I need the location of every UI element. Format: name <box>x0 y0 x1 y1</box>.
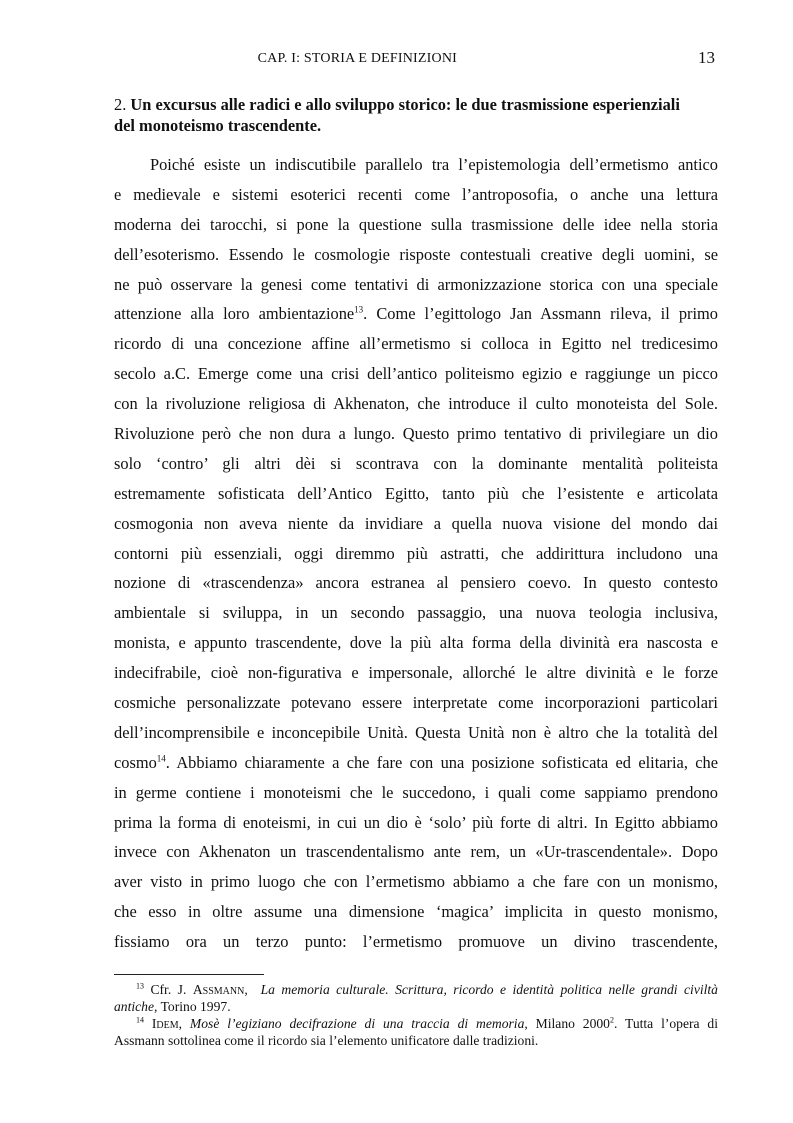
body-line: ricordo di una concezione affine all’ermetismo si colloca in Egitto nel tredicesimo <box>114 334 718 354</box>
body-line: cosmiche personalizzate potevano essere interpretate come incorporazioni particolari <box>114 693 718 713</box>
body-line: prima la forma di enoteismi, in cui un dio è ‘solo’ più forte di altri. In Egitto abbiamo <box>114 812 718 832</box>
body-line: cosmogonia non aveva niente da invidiare a quella nuova visione del mondo dai <box>114 513 718 533</box>
body-line: aver visto in primo luogo che con l’ermetismo abbiamo a che fare con un monismo, <box>114 872 718 892</box>
body-line-text: . Come l’egittologo Jan Assmann rileva, il primo <box>363 304 718 324</box>
footnote-ref-13: 13 <box>354 304 364 315</box>
body-text <box>114 150 718 957</box>
footnote-ref-14: 14 <box>156 753 166 764</box>
section-heading <box>114 94 718 136</box>
body-line-text: attenzione alla loro ambientazione <box>114 304 355 324</box>
footnote-title: Mosè l’egiziano decifrazione di una traccia di memoria <box>189 1016 525 1031</box>
body-line: solo ‘contro’ gli altri dèi si scontrava con la dominante mentalità politeista <box>114 453 718 473</box>
footnote-author: Assmann <box>192 982 245 997</box>
footnote-line: $^{13}$ Cfr. J. Assmann, La memoria culturale. Scrittura, ricordo e identità politica nelle grandi civiltà <box>136 981 718 997</box>
body-line-text: . Abbiamo chiaramente a che fare con una posizione sofisticata ed elitaria, che <box>165 752 718 772</box>
body-line: nozione di «trascendenza» ancora estranea al pensiero coevo. In questo contesto <box>114 573 718 593</box>
body-line: ne può osservare la genesi come tentativi di armonizzazione storica con una speciale <box>114 274 718 294</box>
body-line: e medievale e sistemi esoterici recenti come l’antroposofia, o anche una lettura <box>114 184 718 204</box>
body-line: con la rivoluzione religiosa di Akhenaton, che introduce il culto monoteista del Sole. <box>114 394 718 414</box>
running-header <box>114 48 717 72</box>
footnote-author: Idem <box>151 1016 179 1031</box>
section-number: 2. <box>114 95 127 114</box>
footnote-title: antiche <box>114 999 155 1014</box>
section-title-line2: del monoteismo trascendente. <box>114 116 322 135</box>
body-line: estremamente sofisticata dell’Antico Egitto, tanto più che l’esistente e articolata <box>114 483 718 503</box>
body-line: dell’incomprensibile e inconcepibile Unità. Questa Unità non è altro che la totalità del <box>114 722 718 742</box>
body-line: monista, e appunto trascendente, dove la più alta forma della divinità era nascosta e <box>114 633 718 653</box>
footnote-mark: 14 <box>136 1015 144 1025</box>
body-line: fissiamo ora un terzo punto: l’ermetismo promuove un divino trascendente, <box>114 932 718 952</box>
body-line: invece con Akhenaton un trascendentalismo ante rem, un «Ur-trascendentale». Dopo <box>114 842 718 862</box>
footnote-separator <box>114 974 264 975</box>
section-title-line1: Un excursus alle radici e allo sviluppo storico: le due trasmissione esperienziali <box>130 95 680 114</box>
footnote-13 <box>114 981 718 1015</box>
body-line <box>114 299 718 329</box>
footnote-title: La memoria culturale. Scrittura, ricordo e identità politica nelle grandi civiltà <box>260 982 718 997</box>
body-line <box>114 748 718 778</box>
footnote-line: Assmann sottolinea come il ricordo sia l’elemento unificatore dalle tradizioni. <box>114 1033 539 1048</box>
body-line-text: cosmo <box>114 752 157 772</box>
footnote-14 <box>114 1015 718 1049</box>
body-line: che esso in oltre assume una dimensione ‘magica’ implicita in questo monismo, <box>114 902 718 922</box>
page-number: 13 <box>698 48 715 67</box>
body-line: Rivoluzione però che non dura a lungo. Questo primo tentativo di privilegiare un dio <box>114 424 718 444</box>
body-line: Poiché esiste un indiscutibile parallelo tra l’epistemologia dell’ermetismo antico <box>150 155 718 174</box>
body-line: contorni più essenziali, oggi diremmo più astratti, che addirittura includono una <box>114 543 718 563</box>
body-line: in germe contiene i monoteismi che le succedono, i quali come sappiamo prendono <box>114 782 718 802</box>
running-title: CAP. I: STORIA E DEFINIZIONI <box>257 51 457 66</box>
footnote-line: antiche, Torino 1997. <box>114 999 231 1014</box>
footnote-line: $^{14}$ Idem, Mosè l’egiziano decifrazione di una traccia di memoria, Milano 2000$^2$. Tutta l’opera di <box>136 1015 719 1031</box>
body-line: ambientale si sviluppa, in un secondo passaggio, una nuova teologia inclusiva, <box>114 603 718 623</box>
footnote-mark: 13 <box>136 981 144 991</box>
body-line: indecifrabile, cioè non-figurativa e impersonale, allorché le altre divinità e le forze <box>114 663 718 683</box>
body-line: secolo a.C. Emerge come una crisi dell’antico politeismo egizio e raggiunge un picco <box>114 364 718 384</box>
body-line: dell’esoterismo. Essendo le cosmologie risposte contestuali creative degli uomini, se <box>114 244 718 264</box>
body-line: moderna dei tarocchi, si pone la questione sulla trasmissione delle idee nella storia <box>114 214 718 234</box>
